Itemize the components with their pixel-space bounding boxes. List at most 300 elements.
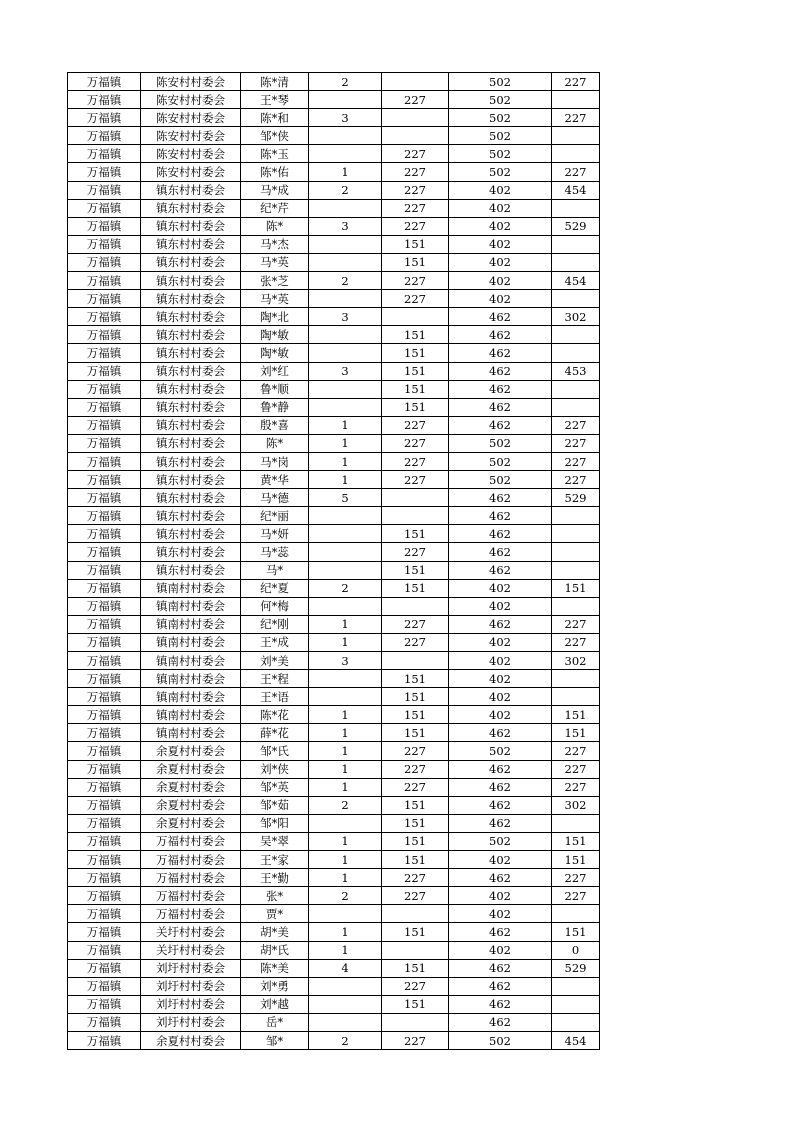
amount-b-cell: 502 bbox=[449, 471, 552, 489]
name-cell: 陈*和 bbox=[241, 109, 309, 127]
name-cell: 岳* bbox=[241, 1013, 309, 1031]
amount-c-cell: 454 bbox=[552, 181, 600, 199]
table-row bbox=[68, 380, 600, 398]
count-cell: 3 bbox=[309, 109, 382, 127]
town-cell: 万福镇 bbox=[68, 615, 141, 633]
table-row bbox=[68, 706, 600, 724]
amount-a-cell: 151 bbox=[382, 561, 449, 579]
table-row bbox=[68, 869, 600, 887]
amount-b-cell: 462 bbox=[449, 869, 552, 887]
table-row bbox=[68, 597, 600, 615]
village-committee-cell: 镇南村村委会 bbox=[141, 724, 241, 742]
name-cell: 刘*红 bbox=[241, 362, 309, 380]
amount-c-cell bbox=[552, 145, 600, 163]
amount-a-cell: 151 bbox=[382, 851, 449, 869]
table-row bbox=[68, 905, 600, 923]
amount-c-cell bbox=[552, 127, 600, 145]
village-committee-cell: 镇东村村委会 bbox=[141, 380, 241, 398]
table-row bbox=[68, 91, 600, 109]
amount-c-cell: 302 bbox=[552, 652, 600, 670]
name-cell: 刘*侠 bbox=[241, 760, 309, 778]
name-cell: 刘*勇 bbox=[241, 977, 309, 995]
town-cell: 万福镇 bbox=[68, 688, 141, 706]
amount-a-cell: 227 bbox=[382, 272, 449, 290]
village-committee-cell: 镇东村村委会 bbox=[141, 398, 241, 416]
name-cell: 黄*华 bbox=[241, 471, 309, 489]
amount-c-cell: 302 bbox=[552, 308, 600, 326]
table-row bbox=[68, 217, 600, 235]
table-row bbox=[68, 471, 600, 489]
amount-a-cell bbox=[382, 489, 449, 507]
amount-a-cell: 151 bbox=[382, 235, 449, 253]
count-cell bbox=[309, 597, 382, 615]
table-row bbox=[68, 995, 600, 1013]
amount-a-cell: 227 bbox=[382, 742, 449, 760]
village-committee-cell: 陈安村村委会 bbox=[141, 91, 241, 109]
count-cell bbox=[309, 561, 382, 579]
village-committee-cell: 万福村村委会 bbox=[141, 832, 241, 850]
town-cell: 万福镇 bbox=[68, 471, 141, 489]
amount-c-cell: 227 bbox=[552, 778, 600, 796]
amount-b-cell: 462 bbox=[449, 796, 552, 814]
name-cell: 陈* bbox=[241, 434, 309, 452]
village-committee-cell: 镇东村村委会 bbox=[141, 561, 241, 579]
amount-a-cell: 227 bbox=[382, 181, 449, 199]
count-cell bbox=[309, 670, 382, 688]
town-cell: 万福镇 bbox=[68, 452, 141, 470]
amount-b-cell: 462 bbox=[449, 507, 552, 525]
name-cell: 陶*北 bbox=[241, 308, 309, 326]
town-cell: 万福镇 bbox=[68, 832, 141, 850]
amount-b-cell: 402 bbox=[449, 688, 552, 706]
village-committee-cell: 镇东村村委会 bbox=[141, 471, 241, 489]
data-table bbox=[67, 72, 600, 1050]
count-cell: 1 bbox=[309, 923, 382, 941]
amount-a-cell: 227 bbox=[382, 543, 449, 561]
village-committee-cell: 万福村村委会 bbox=[141, 887, 241, 905]
count-cell bbox=[309, 290, 382, 308]
town-cell: 万福镇 bbox=[68, 217, 141, 235]
amount-a-cell: 227 bbox=[382, 633, 449, 651]
amount-c-cell: 453 bbox=[552, 362, 600, 380]
village-committee-cell: 余夏村村委会 bbox=[141, 1031, 241, 1049]
amount-c-cell bbox=[552, 507, 600, 525]
town-cell: 万福镇 bbox=[68, 362, 141, 380]
town-cell: 万福镇 bbox=[68, 869, 141, 887]
village-committee-cell: 镇东村村委会 bbox=[141, 308, 241, 326]
amount-b-cell: 402 bbox=[449, 670, 552, 688]
village-committee-cell: 镇南村村委会 bbox=[141, 597, 241, 615]
amount-c-cell: 227 bbox=[552, 416, 600, 434]
count-cell: 1 bbox=[309, 778, 382, 796]
amount-a-cell: 227 bbox=[382, 887, 449, 905]
count-cell: 1 bbox=[309, 615, 382, 633]
table-row bbox=[68, 688, 600, 706]
amount-c-cell bbox=[552, 688, 600, 706]
name-cell: 陈*佑 bbox=[241, 163, 309, 181]
village-committee-cell: 镇南村村委会 bbox=[141, 579, 241, 597]
town-cell: 万福镇 bbox=[68, 995, 141, 1013]
village-committee-cell: 余夏村村委会 bbox=[141, 814, 241, 832]
village-committee-cell: 镇东村村委会 bbox=[141, 452, 241, 470]
amount-b-cell: 402 bbox=[449, 941, 552, 959]
name-cell: 鲁*顺 bbox=[241, 380, 309, 398]
amount-c-cell bbox=[552, 977, 600, 995]
amount-a-cell: 151 bbox=[382, 688, 449, 706]
count-cell: 1 bbox=[309, 706, 382, 724]
amount-c-cell bbox=[552, 398, 600, 416]
town-cell: 万福镇 bbox=[68, 760, 141, 778]
village-committee-cell: 陈安村村委会 bbox=[141, 73, 241, 91]
village-committee-cell: 镇东村村委会 bbox=[141, 525, 241, 543]
amount-a-cell: 151 bbox=[382, 923, 449, 941]
town-cell: 万福镇 bbox=[68, 199, 141, 217]
amount-b-cell: 402 bbox=[449, 851, 552, 869]
village-committee-cell: 万福村村委会 bbox=[141, 851, 241, 869]
amount-a-cell: 227 bbox=[382, 217, 449, 235]
count-cell: 2 bbox=[309, 579, 382, 597]
village-committee-cell: 镇南村村委会 bbox=[141, 615, 241, 633]
town-cell: 万福镇 bbox=[68, 181, 141, 199]
table-row bbox=[68, 163, 600, 181]
amount-b-cell: 462 bbox=[449, 543, 552, 561]
name-cell: 王*程 bbox=[241, 670, 309, 688]
amount-a-cell: 227 bbox=[382, 977, 449, 995]
village-committee-cell: 镇东村村委会 bbox=[141, 235, 241, 253]
amount-a-cell: 227 bbox=[382, 760, 449, 778]
amount-b-cell: 502 bbox=[449, 832, 552, 850]
name-cell: 张* bbox=[241, 887, 309, 905]
name-cell: 王*琴 bbox=[241, 91, 309, 109]
town-cell: 万福镇 bbox=[68, 163, 141, 181]
name-cell: 马*蕊 bbox=[241, 543, 309, 561]
count-cell: 5 bbox=[309, 489, 382, 507]
table-row bbox=[68, 253, 600, 271]
table-row bbox=[68, 977, 600, 995]
town-cell: 万福镇 bbox=[68, 380, 141, 398]
count-cell bbox=[309, 326, 382, 344]
amount-c-cell bbox=[552, 199, 600, 217]
table-row bbox=[68, 199, 600, 217]
town-cell: 万福镇 bbox=[68, 308, 141, 326]
name-cell: 马*杰 bbox=[241, 235, 309, 253]
amount-b-cell: 462 bbox=[449, 1013, 552, 1031]
town-cell: 万福镇 bbox=[68, 73, 141, 91]
amount-b-cell: 462 bbox=[449, 308, 552, 326]
amount-b-cell: 462 bbox=[449, 489, 552, 507]
amount-a-cell bbox=[382, 109, 449, 127]
table-row bbox=[68, 1031, 600, 1049]
amount-c-cell: 151 bbox=[552, 579, 600, 597]
table-row bbox=[68, 489, 600, 507]
name-cell: 马*英 bbox=[241, 290, 309, 308]
amount-a-cell: 151 bbox=[382, 796, 449, 814]
name-cell: 邹*侠 bbox=[241, 127, 309, 145]
town-cell: 万福镇 bbox=[68, 489, 141, 507]
amount-b-cell: 502 bbox=[449, 1031, 552, 1049]
table-row bbox=[68, 362, 600, 380]
name-cell: 马*成 bbox=[241, 181, 309, 199]
village-committee-cell: 万福村村委会 bbox=[141, 905, 241, 923]
amount-c-cell: 529 bbox=[552, 489, 600, 507]
amount-c-cell: 227 bbox=[552, 633, 600, 651]
table-row bbox=[68, 525, 600, 543]
table-row bbox=[68, 561, 600, 579]
amount-b-cell: 402 bbox=[449, 579, 552, 597]
village-committee-cell: 镇东村村委会 bbox=[141, 181, 241, 199]
amount-b-cell: 502 bbox=[449, 145, 552, 163]
count-cell bbox=[309, 688, 382, 706]
amount-c-cell: 227 bbox=[552, 760, 600, 778]
name-cell: 胡*氏 bbox=[241, 941, 309, 959]
town-cell: 万福镇 bbox=[68, 109, 141, 127]
village-committee-cell: 陈安村村委会 bbox=[141, 145, 241, 163]
count-cell: 4 bbox=[309, 959, 382, 977]
name-cell: 邹*茹 bbox=[241, 796, 309, 814]
name-cell: 马*英 bbox=[241, 253, 309, 271]
amount-c-cell bbox=[552, 253, 600, 271]
amount-a-cell bbox=[382, 941, 449, 959]
village-committee-cell: 镇南村村委会 bbox=[141, 633, 241, 651]
name-cell: 马*岗 bbox=[241, 452, 309, 470]
amount-c-cell bbox=[552, 525, 600, 543]
amount-a-cell: 227 bbox=[382, 434, 449, 452]
amount-b-cell: 402 bbox=[449, 199, 552, 217]
amount-c-cell: 227 bbox=[552, 434, 600, 452]
town-cell: 万福镇 bbox=[68, 977, 141, 995]
name-cell: 陶*敏 bbox=[241, 344, 309, 362]
amount-b-cell: 402 bbox=[449, 706, 552, 724]
town-cell: 万福镇 bbox=[68, 253, 141, 271]
amount-b-cell: 462 bbox=[449, 778, 552, 796]
count-cell bbox=[309, 543, 382, 561]
count-cell bbox=[309, 344, 382, 362]
count-cell: 1 bbox=[309, 163, 382, 181]
village-committee-cell: 余夏村村委会 bbox=[141, 778, 241, 796]
amount-b-cell: 502 bbox=[449, 434, 552, 452]
town-cell: 万福镇 bbox=[68, 145, 141, 163]
amount-a-cell: 227 bbox=[382, 778, 449, 796]
village-committee-cell: 陈安村村委会 bbox=[141, 109, 241, 127]
table-row bbox=[68, 145, 600, 163]
village-committee-cell: 镇东村村委会 bbox=[141, 416, 241, 434]
town-cell: 万福镇 bbox=[68, 633, 141, 651]
amount-a-cell: 227 bbox=[382, 163, 449, 181]
amount-a-cell: 151 bbox=[382, 344, 449, 362]
amount-a-cell: 227 bbox=[382, 290, 449, 308]
name-cell: 纪*丽 bbox=[241, 507, 309, 525]
amount-c-cell bbox=[552, 235, 600, 253]
amount-b-cell: 502 bbox=[449, 452, 552, 470]
amount-a-cell: 227 bbox=[382, 1031, 449, 1049]
amount-b-cell: 402 bbox=[449, 272, 552, 290]
amount-b-cell: 462 bbox=[449, 959, 552, 977]
amount-b-cell: 462 bbox=[449, 344, 552, 362]
amount-a-cell: 227 bbox=[382, 416, 449, 434]
amount-a-cell: 151 bbox=[382, 959, 449, 977]
name-cell: 邹* bbox=[241, 1031, 309, 1049]
amount-b-cell: 502 bbox=[449, 109, 552, 127]
name-cell: 邹*氏 bbox=[241, 742, 309, 760]
amount-c-cell: 227 bbox=[552, 452, 600, 470]
table-row bbox=[68, 507, 600, 525]
amount-c-cell: 529 bbox=[552, 217, 600, 235]
table-row bbox=[68, 633, 600, 651]
amount-b-cell: 462 bbox=[449, 760, 552, 778]
name-cell: 王*成 bbox=[241, 633, 309, 651]
table-row bbox=[68, 1013, 600, 1031]
town-cell: 万福镇 bbox=[68, 742, 141, 760]
amount-a-cell bbox=[382, 652, 449, 670]
count-cell bbox=[309, 977, 382, 995]
amount-a-cell: 151 bbox=[382, 724, 449, 742]
amount-b-cell: 402 bbox=[449, 597, 552, 615]
village-committee-cell: 关圩村村委会 bbox=[141, 923, 241, 941]
table-row bbox=[68, 760, 600, 778]
table-row bbox=[68, 109, 600, 127]
count-cell: 1 bbox=[309, 851, 382, 869]
amount-a-cell: 227 bbox=[382, 199, 449, 217]
count-cell bbox=[309, 507, 382, 525]
amount-a-cell: 151 bbox=[382, 832, 449, 850]
count-cell: 2 bbox=[309, 887, 382, 905]
amount-c-cell: 454 bbox=[552, 272, 600, 290]
village-committee-cell: 镇东村村委会 bbox=[141, 290, 241, 308]
amount-a-cell: 227 bbox=[382, 615, 449, 633]
name-cell: 薛*花 bbox=[241, 724, 309, 742]
count-cell bbox=[309, 253, 382, 271]
amount-c-cell: 227 bbox=[552, 887, 600, 905]
amount-c-cell: 227 bbox=[552, 163, 600, 181]
amount-b-cell: 462 bbox=[449, 615, 552, 633]
table-body bbox=[68, 73, 600, 1050]
count-cell: 1 bbox=[309, 869, 382, 887]
table-row bbox=[68, 235, 600, 253]
name-cell: 陈* bbox=[241, 217, 309, 235]
name-cell: 王*家 bbox=[241, 851, 309, 869]
name-cell: 胡*美 bbox=[241, 923, 309, 941]
amount-a-cell bbox=[382, 905, 449, 923]
table-row bbox=[68, 724, 600, 742]
town-cell: 万福镇 bbox=[68, 1031, 141, 1049]
name-cell: 贾* bbox=[241, 905, 309, 923]
table-row bbox=[68, 652, 600, 670]
amount-c-cell: 454 bbox=[552, 1031, 600, 1049]
town-cell: 万福镇 bbox=[68, 597, 141, 615]
count-cell: 1 bbox=[309, 760, 382, 778]
amount-a-cell bbox=[382, 308, 449, 326]
amount-b-cell: 462 bbox=[449, 525, 552, 543]
town-cell: 万福镇 bbox=[68, 127, 141, 145]
table-row bbox=[68, 308, 600, 326]
town-cell: 万福镇 bbox=[68, 706, 141, 724]
name-cell: 殷*喜 bbox=[241, 416, 309, 434]
town-cell: 万福镇 bbox=[68, 778, 141, 796]
count-cell bbox=[309, 380, 382, 398]
count-cell: 2 bbox=[309, 272, 382, 290]
village-committee-cell: 刘圩村村委会 bbox=[141, 977, 241, 995]
amount-b-cell: 502 bbox=[449, 742, 552, 760]
amount-c-cell: 227 bbox=[552, 73, 600, 91]
amount-a-cell bbox=[382, 1013, 449, 1031]
table-row bbox=[68, 272, 600, 290]
amount-b-cell: 462 bbox=[449, 724, 552, 742]
amount-c-cell: 0 bbox=[552, 941, 600, 959]
count-cell: 1 bbox=[309, 452, 382, 470]
amount-b-cell: 462 bbox=[449, 380, 552, 398]
village-committee-cell: 镇东村村委会 bbox=[141, 253, 241, 271]
name-cell: 纪*芹 bbox=[241, 199, 309, 217]
amount-b-cell: 402 bbox=[449, 633, 552, 651]
count-cell: 1 bbox=[309, 742, 382, 760]
town-cell: 万福镇 bbox=[68, 959, 141, 977]
amount-b-cell: 402 bbox=[449, 290, 552, 308]
amount-c-cell: 151 bbox=[552, 706, 600, 724]
table-row bbox=[68, 398, 600, 416]
amount-a-cell: 151 bbox=[382, 670, 449, 688]
amount-b-cell: 502 bbox=[449, 91, 552, 109]
name-cell: 何*梅 bbox=[241, 597, 309, 615]
name-cell: 吴*翠 bbox=[241, 832, 309, 850]
town-cell: 万福镇 bbox=[68, 579, 141, 597]
amount-c-cell: 151 bbox=[552, 724, 600, 742]
amount-a-cell: 151 bbox=[382, 253, 449, 271]
town-cell: 万福镇 bbox=[68, 923, 141, 941]
town-cell: 万福镇 bbox=[68, 851, 141, 869]
name-cell: 纪*刚 bbox=[241, 615, 309, 633]
amount-a-cell: 151 bbox=[382, 398, 449, 416]
amount-b-cell: 462 bbox=[449, 977, 552, 995]
village-committee-cell: 陈安村村委会 bbox=[141, 163, 241, 181]
count-cell bbox=[309, 145, 382, 163]
count-cell: 2 bbox=[309, 796, 382, 814]
name-cell: 刘*美 bbox=[241, 652, 309, 670]
amount-c-cell bbox=[552, 380, 600, 398]
amount-c-cell bbox=[552, 670, 600, 688]
village-committee-cell: 镇东村村委会 bbox=[141, 434, 241, 452]
table-row bbox=[68, 416, 600, 434]
town-cell: 万福镇 bbox=[68, 525, 141, 543]
village-committee-cell: 镇东村村委会 bbox=[141, 507, 241, 525]
town-cell: 万福镇 bbox=[68, 507, 141, 525]
name-cell: 张*芝 bbox=[241, 272, 309, 290]
table-row bbox=[68, 615, 600, 633]
amount-a-cell: 151 bbox=[382, 995, 449, 1013]
amount-b-cell: 402 bbox=[449, 217, 552, 235]
village-committee-cell: 余夏村村委会 bbox=[141, 796, 241, 814]
count-cell bbox=[309, 525, 382, 543]
amount-a-cell: 151 bbox=[382, 380, 449, 398]
amount-a-cell bbox=[382, 73, 449, 91]
table-row bbox=[68, 887, 600, 905]
amount-c-cell: 227 bbox=[552, 109, 600, 127]
town-cell: 万福镇 bbox=[68, 724, 141, 742]
count-cell: 1 bbox=[309, 416, 382, 434]
town-cell: 万福镇 bbox=[68, 561, 141, 579]
table-row bbox=[68, 579, 600, 597]
amount-a-cell: 151 bbox=[382, 525, 449, 543]
amount-b-cell: 462 bbox=[449, 362, 552, 380]
amount-c-cell bbox=[552, 326, 600, 344]
amount-c-cell: 302 bbox=[552, 796, 600, 814]
name-cell: 王*语 bbox=[241, 688, 309, 706]
amount-a-cell: 151 bbox=[382, 326, 449, 344]
amount-c-cell: 151 bbox=[552, 832, 600, 850]
amount-b-cell: 402 bbox=[449, 235, 552, 253]
name-cell: 陈*清 bbox=[241, 73, 309, 91]
amount-b-cell: 402 bbox=[449, 253, 552, 271]
amount-b-cell: 402 bbox=[449, 905, 552, 923]
